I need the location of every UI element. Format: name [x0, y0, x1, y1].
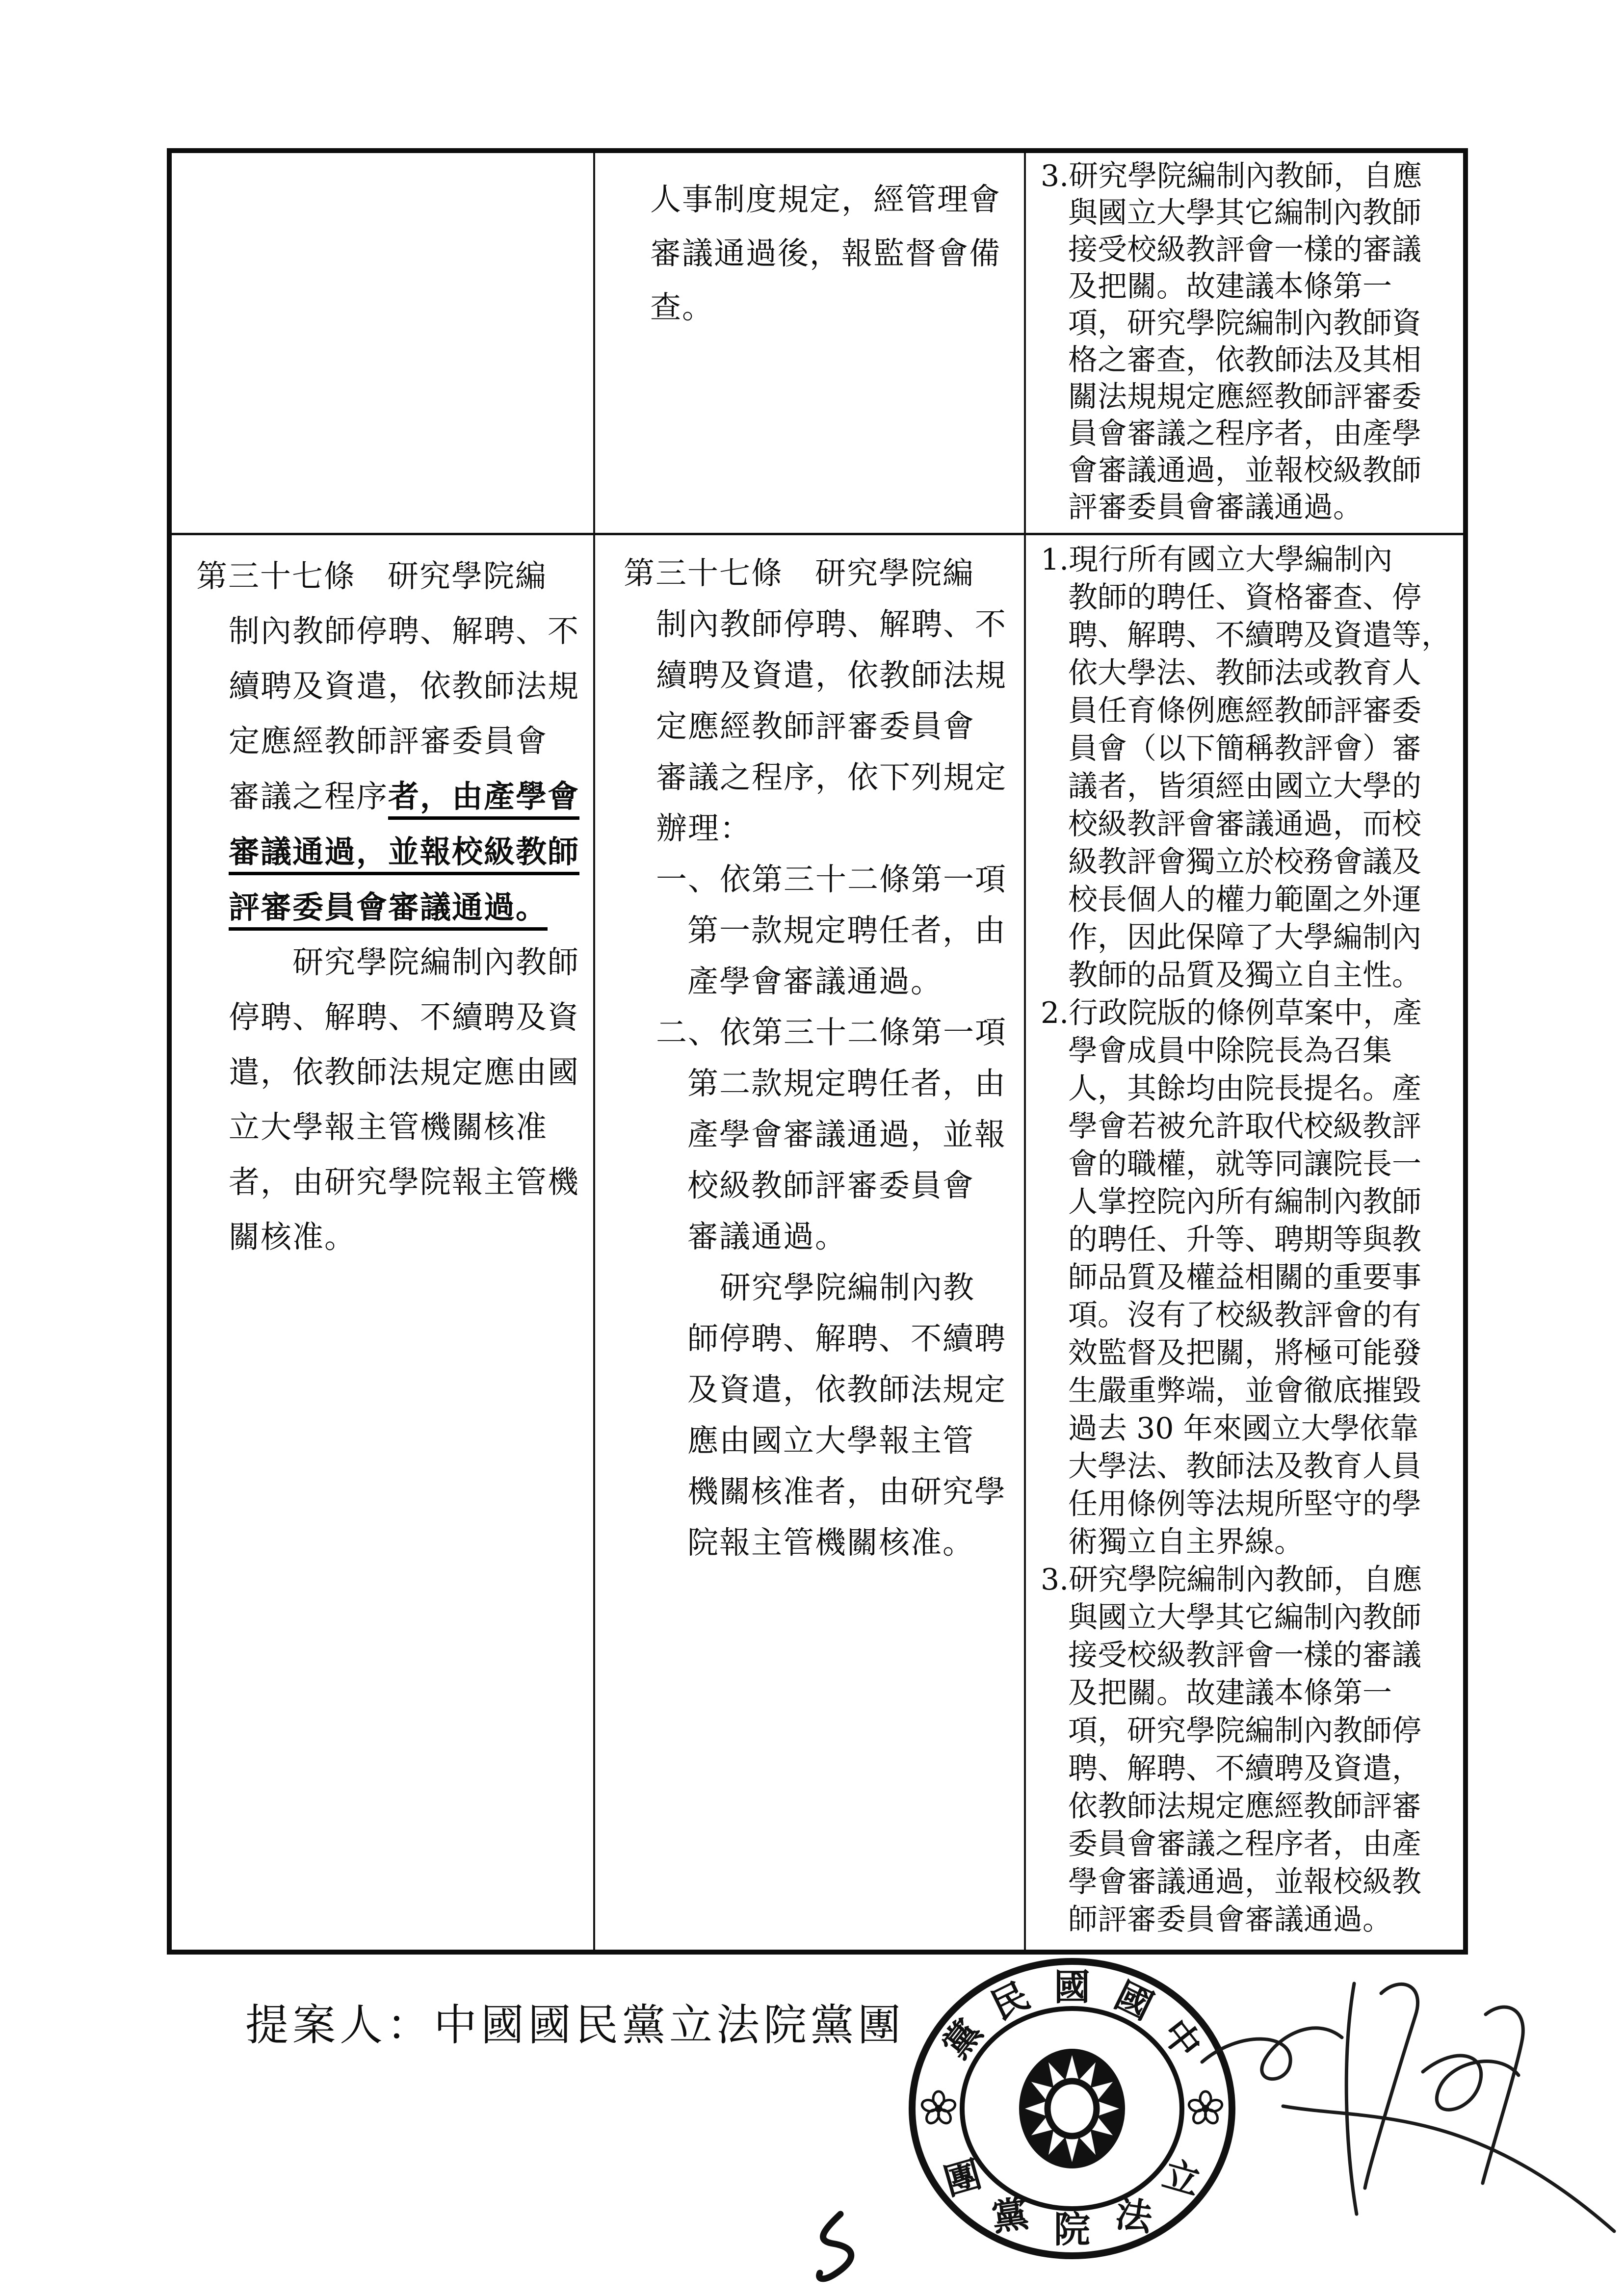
text-line: 議者，皆須經由國立大學的 [1068, 769, 1421, 804]
text-line: 審議通過。 [687, 1219, 847, 1254]
text-line: 第三十七條 研究學院編 [196, 558, 547, 594]
text-line: 第二款規定聘任者，由 [687, 1066, 1006, 1101]
text-line: 校長個人的權力範圍之外運 [1068, 883, 1421, 917]
text-line: 應由國立大學報主管 [687, 1423, 974, 1459]
text-line: 員會審議之程序者，由產學 [1068, 417, 1421, 451]
text-line: 3.研究學院編制內教師，自應 [1041, 1563, 1422, 1597]
text-line: 教師的品質及獨立自主性。 [1068, 958, 1421, 992]
text-line: 研究學院編制內教師 [292, 944, 579, 980]
text-line: 項，研究學院編制內教師資 [1068, 306, 1421, 340]
table-cell-row2-original-article-37 [595, 535, 1026, 1950]
text-line: 停聘、解聘、不續聘及資 [229, 999, 579, 1035]
svg-text:民: 民 [984, 1974, 1036, 2028]
text-line: 評審委員會審議通過。 [229, 880, 585, 935]
plum-blossom-icon-left [920, 2091, 956, 2126]
signature [1192, 1957, 1624, 2270]
text-line: 一、依第三十二條第一項 [656, 861, 1007, 897]
text-line: 接受校級教評會一樣的審議 [1068, 1638, 1421, 1672]
text-line: 及資遣，依教師法規定 [687, 1372, 1006, 1408]
svg-text:黨: 黨 [935, 2011, 991, 2066]
text-line: 師停聘、解聘、不續聘 [687, 1321, 1006, 1357]
proposer-line: 提案人：中國國民黨立法院黨團 [245, 2000, 905, 2050]
text-line: 及把關。故建議本條第一 [1068, 269, 1392, 304]
text-line: 二、依第三十二條第一項 [656, 1015, 1007, 1050]
svg-text:國: 國 [1054, 1966, 1090, 2009]
text-line: 院報主管機關核准。 [687, 1525, 974, 1561]
text-line: 1.現行所有國立大學編制內 [1041, 543, 1393, 577]
text-line: 生嚴重弊端，並會徹底摧毀 [1068, 1374, 1421, 1408]
text-line: 研究學院編制內教 [720, 1270, 975, 1305]
text-line: 辦理： [656, 810, 752, 846]
text-line: 聘、解聘、不續聘及資遣等， [1068, 618, 1451, 652]
text-line: 學會若被允許取代校級教評 [1068, 1109, 1421, 1144]
text-line: 作，因此保障了大學編制內 [1068, 920, 1421, 955]
text-line: 制內教師停聘、解聘、不 [229, 613, 579, 649]
svg-text:團: 團 [939, 2153, 986, 2204]
text-line: 第三十七條 研究學院編 [624, 555, 974, 591]
text-line: 評審委員會審議通過。 [1068, 490, 1362, 524]
text-line: 級教評會獨立於校務會議及 [1068, 845, 1421, 879]
text-line: 員任育條例應經教師評審委 [1068, 694, 1421, 728]
text-line: 制內教師停聘、解聘、不 [656, 606, 1007, 642]
svg-text:中: 中 [1153, 2011, 1209, 2066]
svg-text:國: 國 [1108, 1974, 1160, 2028]
text-line: 機關核准者，由研究學 [687, 1474, 1006, 1510]
text-line: 續聘及資遣，依教師法規 [656, 657, 1007, 693]
text-line: 關核准。 [229, 1219, 356, 1255]
table-cell-row1-amended [172, 153, 595, 535]
text-line: 查。 [650, 289, 714, 325]
table-cell-row2-explanation [1026, 535, 1463, 1950]
text-line: 校級教評會審議通過，而校 [1068, 807, 1421, 841]
text-line: 依教師法規定應經教師評審 [1068, 1789, 1421, 1824]
text-line: 項，研究學院編制內教師停 [1068, 1714, 1421, 1748]
text-line: 會審議通過，並報校級教師 [1068, 453, 1421, 488]
text-line: 格之審查，依教師法及其相 [1068, 343, 1421, 377]
text-line: 大學法、教師法及教育人員 [1068, 1449, 1421, 1484]
article-comparison-table [167, 148, 1468, 1955]
text-line: 定應經教師評審委員會 [229, 723, 548, 759]
text-line: 接受校級教評會一樣的審議 [1068, 233, 1421, 267]
text-line: 依大學法、教師法或教育人 [1068, 656, 1421, 690]
text-line: 師品質及權益相關的重要事 [1068, 1260, 1421, 1295]
text-line: 遣，依教師法規定應由國 [229, 1054, 579, 1090]
text-line: 定應經教師評審委員會 [656, 708, 975, 744]
text-line: 與國立大學其它編制內教師 [1068, 196, 1421, 230]
text-line: 關法規規定應經教師評審委 [1068, 380, 1421, 414]
text-line: 審議之程序者，由產學會 [229, 769, 585, 824]
text-line: 3.研究學院編制內教師，自應 [1041, 159, 1422, 193]
text-line: 聘、解聘、不續聘及資遣， [1068, 1751, 1421, 1786]
text-line: 校級教師評審委員會 [687, 1168, 974, 1203]
text-line: 的聘任、升等、聘期等與教 [1068, 1223, 1421, 1257]
handwritten-page-number [802, 2205, 886, 2294]
text-line: 產學會審議通過。 [687, 964, 943, 999]
text-line: 2.行政院版的條例草案中，產 [1041, 996, 1422, 1030]
text-line: 人事制度規定，經管理會 [650, 182, 1001, 217]
text-line: 立大學報主管機關核准 [229, 1109, 548, 1145]
table-cell-row1-explanation [1026, 153, 1463, 535]
text-line: 員會（以下簡稱教評會）審 [1068, 731, 1421, 766]
text-line: 人，其餘均由院長提名。產 [1068, 1071, 1421, 1106]
text-line: 效監督及把關，將極可能發 [1068, 1336, 1421, 1370]
kmt-sun-emblem-icon [1019, 2049, 1125, 2168]
text-line: 者，由研究學院報主管機 [229, 1164, 579, 1200]
text-line: 項。沒有了校級教評會的有 [1068, 1298, 1421, 1332]
svg-text:法: 法 [1113, 2192, 1155, 2240]
text-line: 第一款規定聘任者，由 [687, 913, 1006, 948]
text-line: 會的職權，就等同讓院長一 [1068, 1147, 1421, 1181]
text-line: 審議之程序，依下列規定 [656, 759, 1007, 795]
text-line: 教師的聘任、資格審查、停 [1068, 580, 1421, 615]
text-line: 師評審委員會審議通過。 [1068, 1903, 1392, 1937]
text-line: 學會審議通過，並報校級教 [1068, 1865, 1421, 1899]
text-line: 人掌控院內所有編制內教師 [1068, 1185, 1421, 1219]
text-line: 委員會審議之程序者，由產 [1068, 1827, 1421, 1861]
svg-text:院: 院 [1054, 2209, 1090, 2251]
text-line: 及把關。故建議本條第一 [1068, 1676, 1392, 1710]
table-cell-row2-amended-article-37 [172, 535, 595, 1950]
text-line: 任用條例等法規所堅守的學 [1068, 1487, 1421, 1521]
party-caucus-seal [905, 1957, 1239, 2270]
text-line: 審議通過後，報監督會備 [650, 235, 1001, 271]
text-line: 與國立大學其它編制內教師 [1068, 1600, 1421, 1635]
text-line: 續聘及資遣，依教師法規 [229, 668, 579, 704]
text-line: 術獨立自主界線。 [1068, 1525, 1304, 1559]
table-cell-row1-original [595, 153, 1026, 535]
text-line: 產學會審議通過，並報 [687, 1117, 1006, 1152]
text-line: 審議通過，並報校級教師 [229, 824, 585, 880]
text-line: 學會成員中除院長為召集 [1068, 1034, 1392, 1068]
text-line: 過去 30 年來國立大學依靠 [1068, 1411, 1419, 1446]
svg-text:立: 立 [1158, 2153, 1205, 2204]
svg-text:黨: 黨 [989, 2192, 1031, 2240]
